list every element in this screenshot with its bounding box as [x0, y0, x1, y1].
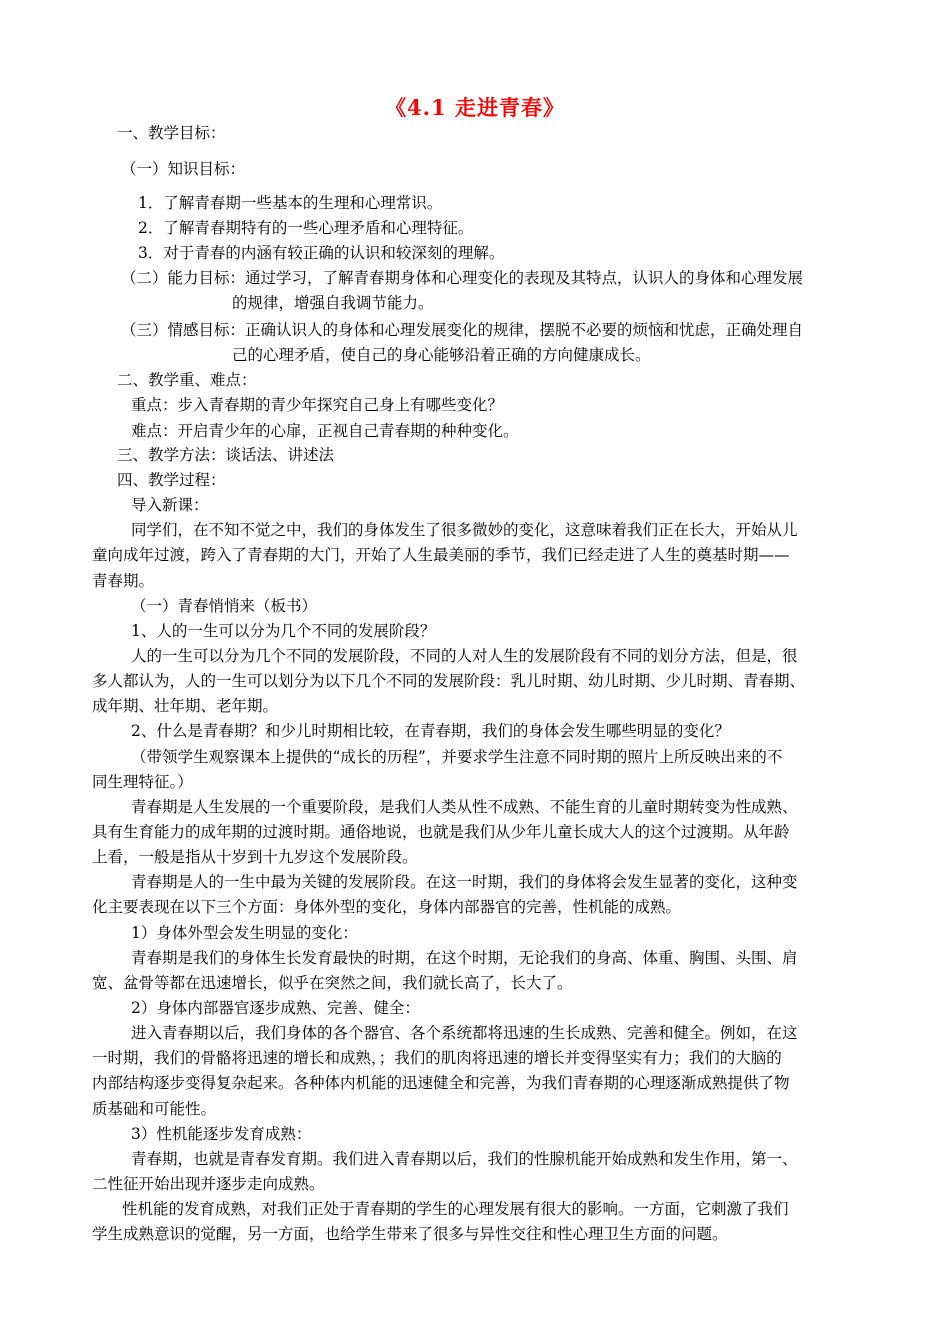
- text-line: 难点：开启青少年的心扉，正视自己青春期的种种变化。: [131, 422, 519, 440]
- text-line: 二、教学重、难点：: [117, 371, 257, 389]
- text-line: 2）身体内部器官逐步成熟、完善、健全：: [131, 999, 420, 1017]
- text-line: 青春期是我们的身体生长发育最快的时期，在这个时期，无论我们的身高、体重、胸围、头围、肩: [131, 949, 798, 967]
- text-line: 1．了解青春期一些基本的生理和心理常识。: [138, 194, 443, 212]
- text-line: 3）性机能逐步发育成熟：: [131, 1125, 312, 1143]
- text-line: 化主要表现在以下三个方面：身体外型的变化，身体内部器官的完善，性机能的成熟。: [92, 898, 682, 916]
- text-line: 一时期，我们的骨骼将迅速的增长和成熟，；我们的肌肉将迅速的增长并变得坚实有力；我们的大脑的: [92, 1049, 782, 1067]
- text-line: 1、人的一生可以分为几个不同的发展阶段？: [131, 622, 436, 640]
- text-line: 青春期，也就是青春发育期。我们进入青春期以后，我们的性腺机能开始成熟和发生作用，第一、: [131, 1150, 798, 1168]
- text-line: 同学们，在不知不觉之中，我们的身体发生了很多微妙的变化，这意味着我们正在长大，开始从儿: [131, 521, 798, 539]
- text-line: 进入青春期以后，我们身体的各个器官、各个系统都将迅速的生长成熟、完善和健全。例如，在这: [131, 1024, 798, 1042]
- text-line: 1）身体外型会发生明显的变化：: [131, 924, 358, 942]
- text-line: 童向成年过渡，跨入了青春期的大门，开始了人生最美丽的季节，我们已经走进了人生的奠基时期——: [92, 546, 790, 564]
- document-title: 《4.1 走进青春》: [385, 95, 565, 120]
- text-line: 导入新课：: [131, 496, 209, 514]
- text-line: 青春期是人生发展的一个重要阶段，是我们人类从性不成熟、不能生育的儿童时期转变为性成熟、: [131, 798, 798, 816]
- text-line: 重点：步入青春期的青少年探究自己身上有哪些变化？: [131, 396, 504, 414]
- text-line: 学生成熟意识的觉醒，另一方面，也给学生带来了很多与异性交往和性心理卫生方面的问题。: [92, 1225, 728, 1243]
- text-line: 四、教学过程：: [117, 471, 226, 489]
- text-line: （二）能力目标：通过学习，了解青春期身体和心理变化的表现及其特点，认识人的身体和心理发展: [121, 269, 804, 287]
- text-line: 2、什么是青春期？和少儿时期相比较，在青春期，我们的身体会发生哪些明显的变化？: [131, 722, 730, 740]
- text-line: 一、教学目标：: [117, 124, 226, 142]
- text-line: （一）青春悄悄来（板书）: [131, 597, 318, 615]
- text-line: 青春期是人的一生中最为关键的发展阶段。在这一时期，我们的身体将会发生显著的变化，这种变: [131, 873, 798, 891]
- text-line: （三）情感目标：正确认识人的身体和心理发展变化的规律，摆脱不必要的烦恼和忧虑，正确处理自: [121, 321, 804, 339]
- text-line: 青春期。: [92, 572, 155, 590]
- text-line: 内部结构逐步变得复杂起来。各种体内机能的迅速健全和完善，为我们青春期的心理逐渐成熟提供了物: [92, 1074, 790, 1092]
- text-line: 2．了解青春期特有的一些心理矛盾和心理特征。: [138, 219, 474, 237]
- text-line: （带领学生观察课本上提供的“成长的历程”，并要求学生注意不同时期的照片上所反映出来的不: [131, 748, 783, 766]
- text-line: 3．对于青春的内涵有较正确的认识和较深刻的理解。: [138, 244, 505, 262]
- text-line: 宽、盆骨等都在迅速增长，似乎在突然之间，我们就长高了，长大了。: [92, 974, 573, 992]
- text-line: 己的心理矛盾，使自己的身心能够沿着正确的方向健康成长。: [232, 346, 651, 364]
- text-line: 质基础和可能性。: [92, 1100, 217, 1118]
- text-line: 具有生育能力的成年期的过渡时期。通俗地说，也就是我们从少年儿童长成大人的这个过渡期。从年龄: [92, 823, 790, 841]
- text-line: 人的一生可以分为几个不同的发展阶段，不同的人对人生的发展阶段有不同的划分方法，但是，很: [131, 647, 798, 665]
- text-line: （一）知识目标：: [121, 160, 246, 178]
- text-line: 同生理特征。）: [92, 773, 193, 791]
- text-line: 的规律，增强自我调节能力。: [232, 294, 434, 312]
- text-line: 三、教学方法：谈话法、讲述法: [117, 446, 335, 464]
- text-line: 多人都认为，人的一生可以划分为以下几个不同的发展阶段：乳儿时期、幼儿时期、少儿时期、青春期、: [92, 672, 806, 690]
- text-line: 成年期、壮年期、老年期。: [92, 697, 279, 715]
- text-line: 二性征开始出现并逐步走向成熟。: [92, 1175, 325, 1193]
- text-line: 上看，一般是指从十岁到十九岁这个发展阶段。: [92, 848, 418, 866]
- text-line: 性机能的发育成熟，对我们正处于青春期的学生的心理发展有很大的影响。一方面，它刺激了我们: [122, 1200, 789, 1218]
